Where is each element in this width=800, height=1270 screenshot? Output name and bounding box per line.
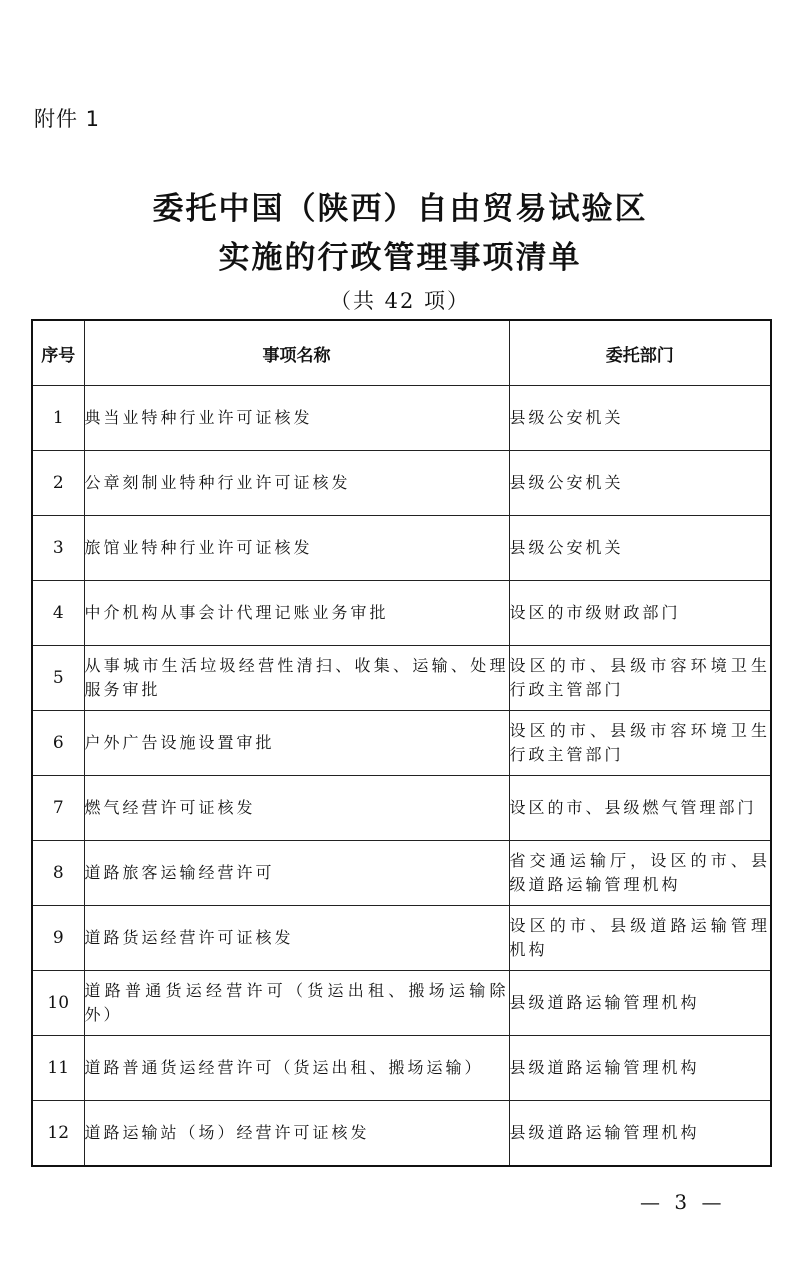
item-name: 公章刻制业特种行业许可证核发 (84, 451, 509, 516)
department: 县级道路运输管理机构 (509, 1036, 771, 1101)
row-number: 4 (32, 581, 84, 646)
table-row (32, 971, 771, 1036)
table-row (32, 776, 771, 841)
item-name: 旅馆业特种行业许可证核发 (84, 516, 509, 581)
item-name: 道路普通货运经营许可（货运出租、搬场运输） (84, 1036, 509, 1101)
page-number: — 3 — (640, 1190, 726, 1214)
department: 设区的市、县级市容环境卫生行政主管部门 (509, 646, 771, 711)
table-header-row (32, 320, 771, 386)
row-number: 5 (32, 646, 84, 711)
row-number: 2 (32, 451, 84, 516)
table-row (32, 451, 771, 516)
table-row (32, 841, 771, 906)
table-row (32, 711, 771, 776)
department: 设区的市级财政部门 (509, 581, 771, 646)
department: 设区的市、县级道路运输管理机构 (509, 906, 771, 971)
department: 县级道路运输管理机构 (509, 1101, 771, 1167)
row-number: 1 (32, 386, 84, 451)
document-title-line1: 委托中国（陕西）自由贸易试验区 (152, 191, 648, 227)
row-number: 9 (32, 906, 84, 971)
item-name: 道路运输站（场）经营许可证核发 (84, 1101, 509, 1167)
item-count-subtitle: （共 42 项） (329, 289, 471, 313)
document-title-line2: 实施的行政管理事项清单 (218, 240, 582, 276)
item-name: 典当业特种行业许可证核发 (84, 386, 509, 451)
row-number: 8 (32, 841, 84, 906)
item-name: 燃气经营许可证核发 (84, 776, 509, 841)
header-serial: 序号 (32, 320, 84, 386)
department: 县级道路运输管理机构 (509, 971, 771, 1036)
department: 省交通运输厅，设区的市、县级道路运输管理机构 (509, 841, 771, 906)
item-name: 户外广告设施设置审批 (84, 711, 509, 776)
item-name: 从事城市生活垃圾经营性清扫、收集、运输、处理服务审批 (84, 646, 509, 711)
item-name: 中介机构从事会计代理记账业务审批 (84, 581, 509, 646)
department: 县级公安机关 (509, 451, 771, 516)
item-name: 道路普通货运经营许可（货运出租、搬场运输除外） (84, 971, 509, 1036)
table-row (32, 1036, 771, 1101)
table-row (32, 386, 771, 451)
department: 县级公安机关 (509, 516, 771, 581)
table-row (32, 1101, 771, 1167)
row-number: 6 (32, 711, 84, 776)
item-name: 道路货运经营许可证核发 (84, 906, 509, 971)
row-number: 7 (32, 776, 84, 841)
row-number: 12 (32, 1101, 84, 1167)
row-number: 10 (32, 971, 84, 1036)
table-row (32, 646, 771, 711)
department: 设区的市、县级燃气管理部门 (509, 776, 771, 841)
table-row (32, 516, 771, 581)
item-name: 道路旅客运输经营许可 (84, 841, 509, 906)
header-item-name: 事项名称 (84, 320, 509, 386)
department: 县级公安机关 (509, 386, 771, 451)
row-number: 3 (32, 516, 84, 581)
table-row (32, 581, 771, 646)
row-number: 11 (32, 1036, 84, 1101)
table-row (32, 906, 771, 971)
department: 设区的市、县级市容环境卫生行政主管部门 (509, 711, 771, 776)
items-table (31, 319, 772, 1167)
header-department: 委托部门 (509, 320, 771, 386)
attachment-label: 附件 1 (34, 107, 101, 131)
